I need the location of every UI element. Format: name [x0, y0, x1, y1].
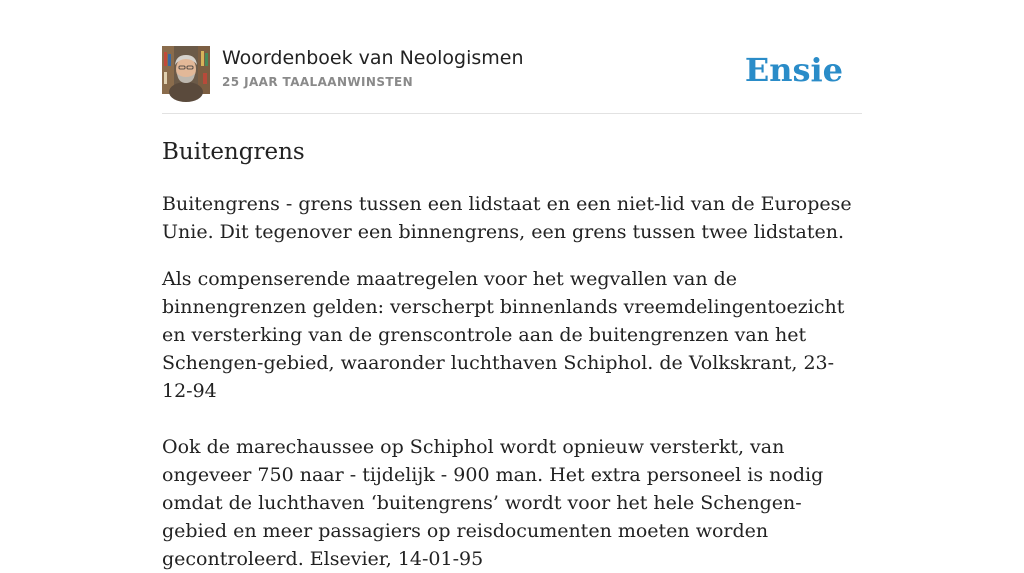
entry-quote: Als compenserende maatregelen voor het wegvallen van de binnengrenzen gelden: verscherpt binnenlands vreemdelingentoezicht en versterking van de grenscontrole aan de buitengrenzen van het Schengen-gebied, waaronder luchthaven Schiphol. de Volkskrant, 23-12-94: [162, 268, 845, 402]
site-title[interactable]: Woordenboek van Neologismen: [222, 47, 524, 69]
author-avatar[interactable]: [162, 46, 210, 94]
site-subtitle: 25 JAAR TAALAANWINSTEN: [222, 75, 414, 89]
entry-body: [162, 190, 862, 573]
entry-quote: Ook de marechaussee op Schiphol wordt opnieuw versterkt, van ongeveer 750 naar - tijdelijk - 900 man. Het extra personeel is nodig omdat de luchthaven ‘buitengrens’ wordt voor het hele Schengen-gebied en meer passagiers op reisdocumenten moeten worden gecontroleerd. Elsevier, 14-01-95: [162, 436, 824, 570]
site-header: [162, 46, 862, 114]
entry-definition: Buitengrens - grens tussen een lidstaat en een niet-lid van de Europese Unie. Dit tegenover een binnengrens, een grens tussen twee lidstaten.: [162, 193, 852, 243]
author-portrait-icon: [162, 46, 210, 94]
entry-title: Buitengrens: [162, 139, 305, 165]
ensie-logo[interactable]: Ensie: [744, 51, 843, 89]
